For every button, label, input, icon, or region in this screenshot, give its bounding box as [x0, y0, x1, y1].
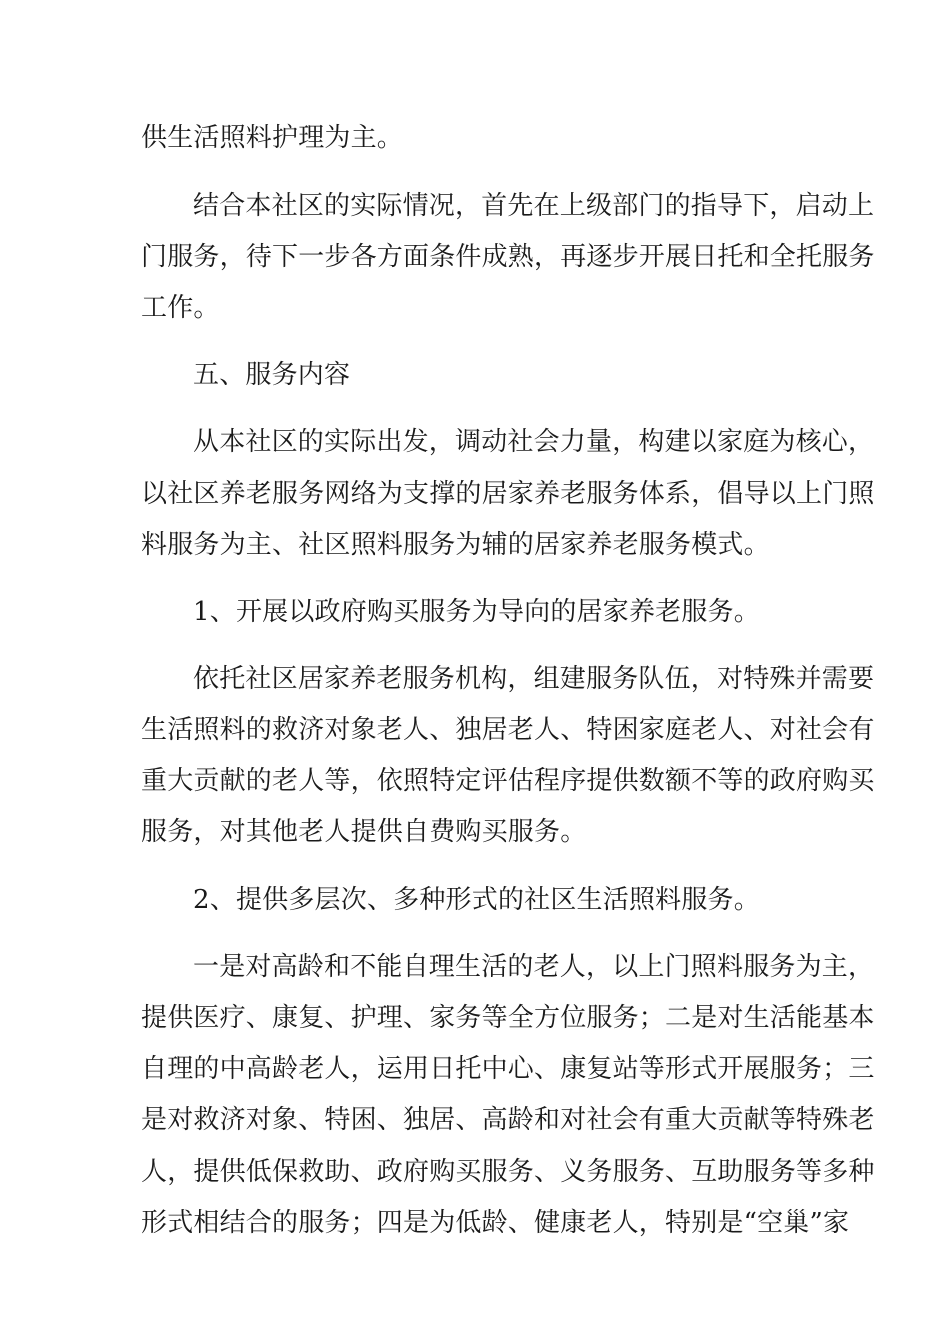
numbered-heading: 1、开展以政府购买服务为导向的居家养老服务。 [193, 597, 760, 627]
text-line: 形式相结合的服务；四是为低龄、健康老人，特别是“空巢”家 [141, 1208, 850, 1238]
paragraph-line: 依托社区居家养老服务机构，组建服务队伍，对特殊并需要 [193, 664, 875, 694]
section-heading: 五、服务内容 [193, 360, 351, 390]
text-line: 工作。 [141, 293, 220, 323]
paragraph-line: 从本社区的实际出发，调动社会力量，构建以家庭为核心， [193, 427, 875, 457]
text-line: 门服务，待下一步各方面条件成熟，再逐步开展日托和全托服务 [141, 242, 875, 272]
text-line: 以社区养老服务网络为支撑的居家养老服务体系，倡导以上门照 [141, 479, 875, 509]
text-line: 服务，对其他老人提供自费购买服务。 [141, 817, 587, 847]
text-line: 提供医疗、康复、护理、家务等全方位服务；二是对生活能基本 [141, 1003, 875, 1033]
text-line: 自理的中高龄老人，运用日托中心、康复站等形式开展服务；三 [141, 1054, 875, 1084]
paragraph-line: 一是对高龄和不能自理生活的老人，以上门照料服务为主， [193, 952, 875, 982]
text-line: 供生活照料护理为主。 [141, 123, 404, 153]
paragraph-line: 结合本社区的实际情况，首先在上级部门的指导下，启动上 [193, 191, 875, 221]
numbered-heading: 2、提供多层次、多种形式的社区生活照料服务。 [193, 885, 760, 915]
text-line: 料服务为主、社区照料服务为辅的居家养老服务模式。 [141, 530, 770, 560]
text-line: 是对救济对象、特困、独居、高龄和对社会有重大贡献等特殊老 [141, 1105, 875, 1135]
text-line: 重大贡献的老人等，依照特定评估程序提供数额不等的政府购买 [141, 766, 875, 796]
text-line: 生活照料的救济对象老人、独居老人、特困家庭老人、对社会有 [141, 715, 875, 745]
text-line: 人，提供低保救助、政府购买服务、义务服务、互助服务等多种 [141, 1157, 875, 1187]
